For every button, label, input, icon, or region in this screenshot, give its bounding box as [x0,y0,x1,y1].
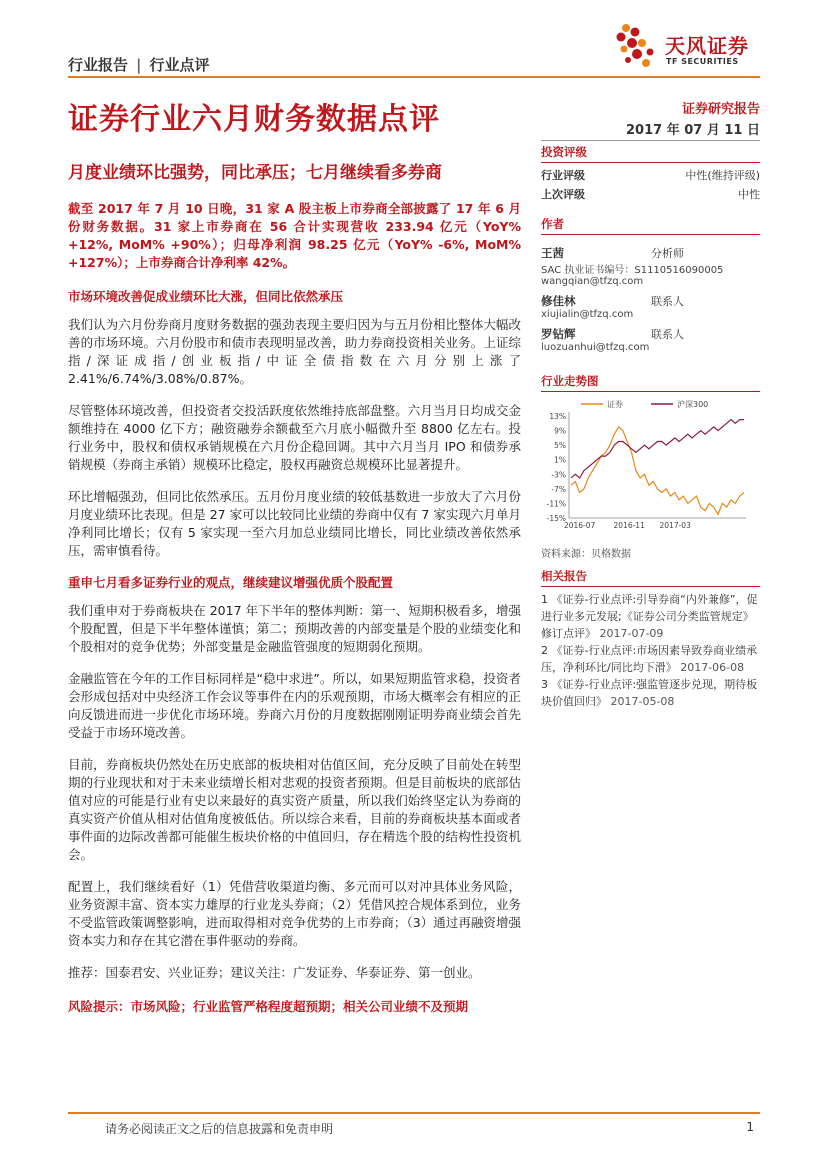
related-heading: 相关报告 [541,568,760,587]
recommendation-paragraph: 推荐：国泰君安、兴业证券；建议关注：广发证券、华泰证券、第一创业。 [68,965,481,980]
y-tick-label: -11% [546,499,566,509]
logo-text-cn: 天风证券 [665,34,749,58]
related-report-title[interactable]: 3 《证券-行业点评:强监管逐步兑现，期待板块价值回归》 [541,678,758,708]
rating-row [541,185,760,204]
body-paragraph: 尽管整体环境改善，但投资者交投活跃度依然维持底部盘整。六月当月日均成交金额维持在 4000 亿下方；融资融券余额截至六月底小幅微升至 8800 亿左右。投行业务中，股权和债权承销规模在六月份企稳回调。其中六月当月 IPO 和债券承销规模（券商主承销）规模环比稳定，股权再融资总规模环比显著提升。 [68,403,521,472]
related-report-title[interactable]: 1 《证券-行业点评:引导券商“内外兼修”，促进行业多元发展;《证券公司分类监管规定》修订点评》 [541,593,758,640]
related-report-date: 2017-07-09 [599,627,664,640]
sidebar [541,140,760,710]
y-tick-label: 5% [554,441,566,451]
author-role: 联系人 [651,295,684,308]
category-separator: | [136,56,142,74]
x-tick-label: 2016-07 [563,521,596,530]
rating-row [541,166,760,185]
section-heading: 市场环境改善促成业绩环比大涨，但同比依然承压 [68,289,344,304]
report-category [68,54,210,75]
series-line [571,427,744,515]
sidebar-top-rule [541,140,760,141]
logo-text-en: TF SECURITIES [666,57,739,66]
author-email: wangqian@tfzq.com [541,276,644,287]
related-report-item[interactable] [541,676,760,710]
rating-value: 中性 [738,188,760,201]
y-tick-label: 9% [554,426,566,436]
author-block [541,245,760,287]
author-heading: 作者 [541,216,760,235]
author-email: luozuanhui@tfzq.com [541,342,650,353]
x-tick-label: 2017-03 [659,521,691,530]
related-report-title[interactable]: 2 《证券-行业点评:市场因素导致券商业绩承压，净利环比/同比均下滑》 [541,644,758,674]
related-report-item[interactable] [541,642,760,676]
body-paragraph: 配置上，我们继续看好（1）凭借营收渠道均衡、多元而可以对冲具体业务风险，业务资源丰富、资本实力雄厚的行业龙头券商；（2）凭借风控合规体系到位，业务不受监管政策调整影响，进而取得相对竞争优势的上市券商；（3）通过再融资增强资本实力和存在其它潜在事件驱动的券商。 [68,879,521,948]
y-tick-label: -15% [546,514,566,523]
header-divider [68,76,760,78]
trend-heading: 行业走势图 [541,373,760,392]
rating-key: 行业评级 [541,169,585,182]
body-paragraph: 环比增幅强劲，但同比依然承压。五月份月度业绩的较低基数进一步放大了六月份月度业绩环比表现。但是 27 家可以比较同比业绩的券商中仅有 7 家实现六月单月净利同比增长；仅有 5 家实现一至六月加总业绩同比增长，同比业绩改善依然承压，需审慎看待。 [68,489,521,558]
rating-key: 上次评级 [541,188,585,201]
author-block [541,326,760,353]
main-content [68,200,521,1016]
related-report-date: 2017-05-08 [610,695,675,708]
related-report-item[interactable] [541,591,760,642]
subcategory-label: 行业点评 [149,56,210,74]
author-name: 修佳林 [541,294,576,308]
industry-trend-chart [541,396,760,538]
author-cert: SAC 执业证书编号：S1110516090005 [541,265,724,276]
body-paragraph: 我们重申对于券商板块在 2017 年下半年的整体判断：第一、短期积极看多，增强个股配置，但是下半年整体谨慎；第二；预期改善的内部变量是个股的业绩变化和个股相对的竞争优势；外部变量是金融监管强度的短期弱化预期。 [68,603,521,654]
risk-warning: 风险提示：市场风险；行业监管严格程度超预期；相关公司业绩不及预期 [68,999,469,1014]
page-subtitle: 月度业绩环比强势，同比承压；七月继续看多券商 [68,163,442,183]
footer-divider [68,1112,760,1114]
category-label: 行业报告 [68,56,129,74]
body-paragraph: 我们认为六月份券商月度财务数据的强劲表现主要归因为与五月份相比整体大幅改善的市场环境。六月份股市和债市表现明显改善，助力券商投资相关业务。上证综指/深证成指/创业板指/中证全债指数在六月分别上涨了 2.41%/6.74%/3.08%/0.87%。 [68,317,521,386]
author-role: 分析师 [651,247,684,260]
related-report-date: 2017-06-08 [680,661,745,674]
body-paragraph: 目前，券商板块仍然处在历史底部的板块相对估值区间，充分反映了目前处在转型期的行业现状和对于未来业绩增长相对悲观的投资者预期。但是目前板块的底部估值对应的可能是行业有史以来最好的真实资产质量，所以我们始终坚定认为券商的真实资产价值从相对估值角度被低估。所以综合来看，目前的券商板块基本面或者事件面的边际改善都可能催生板块价格的中值回归，存在精选个股的结构性投资机会。 [68,757,521,862]
author-email: xiujialin@tfzq.com [541,309,634,320]
y-tick-label: 1% [554,455,566,465]
rating-heading: 投资评级 [541,144,760,163]
rating-value: 中性(维持评级) [685,169,760,182]
body-paragraph: 金融监管在今年的工作目标同样是“稳中求进”。所以，如果短期监管求稳，投资者会形成包括对中央经济工作会议等事件在内的乐观预期，市场大概率会有相应的正向反馈进而进一步优化市场环境。券商六月份的月度数据刚刚证明券商业绩会首先受益于市场环境改善。 [68,671,521,740]
footer-disclaimer: 请务必阅读正文之后的信息披露和免责申明 [105,1122,334,1136]
series-line [571,420,744,478]
y-tick-label: -7% [551,484,566,494]
page-number: 1 [746,1120,754,1134]
legend-label: 证券 [607,400,623,409]
legend-label: 沪深300 [677,400,709,409]
related-list [541,591,760,710]
section-heading: 重申七月看多证券行业的观点，继续建议增强优质个股配置 [68,575,394,590]
y-tick-label: -3% [551,470,566,480]
x-tick-label: 2016-11 [613,521,645,530]
author-name: 罗钻辉 [541,327,576,341]
page-title: 证券行业六月财务数据点评 [68,102,440,137]
report-type: 证券研究报告 [681,102,760,117]
author-block [541,293,760,320]
lead-paragraph: 截至 2017 年 7 月 10 日晚，31 家 A 股主板上市券商全部披露了 17 年 6 月份财务数据。31 家上市券商在 56 合计实现营收 233.94 亿元（YoY% +12%, MoM% +90%）；归母净利润 98.25 亿元（YoY% -6%, MoM% +127%）；上市券商合计净利率 42%。 [68,201,521,270]
author-role: 联系人 [651,328,684,341]
y-tick-label: 13% [549,412,566,421]
report-date: 2017 年 07 月 11 日 [626,123,760,138]
chart-source: 资料来源：贝格数据 [541,549,631,560]
author-name: 王茜 [541,246,564,260]
